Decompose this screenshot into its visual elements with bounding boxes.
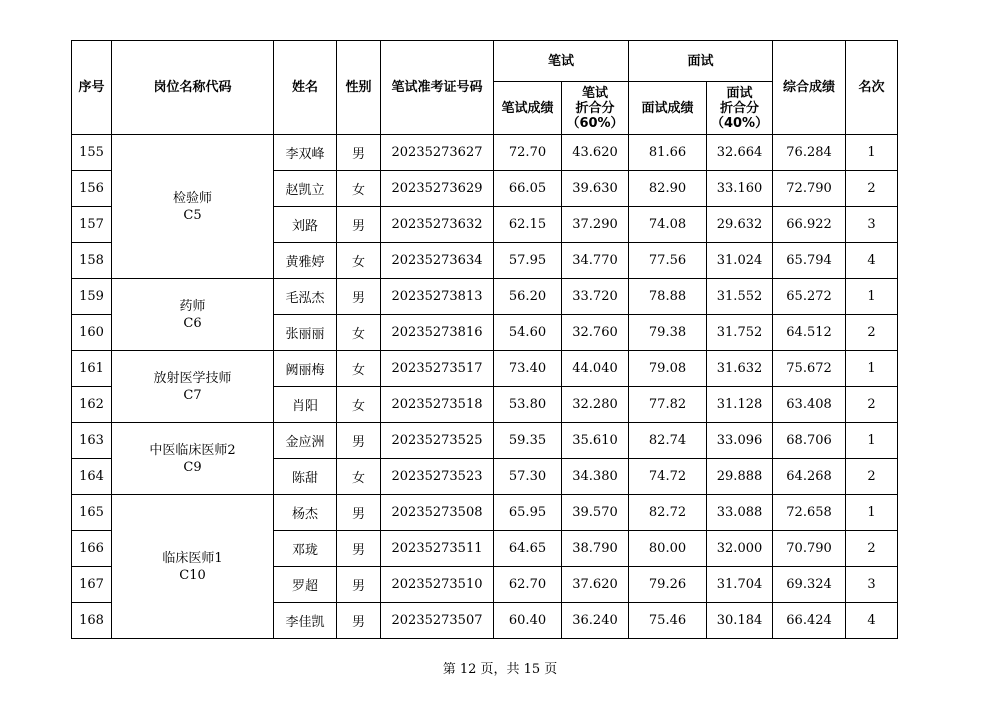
interview-weighted-cell: 32.000 [707, 531, 773, 567]
rank-cell: 2 [846, 459, 898, 495]
gender-cell: 男 [337, 135, 381, 171]
header-seq: 序号 [72, 41, 112, 135]
interview-score-cell: 75.46 [629, 603, 707, 639]
ticket-cell: 20235273813 [381, 279, 494, 315]
seq-cell: 157 [72, 207, 112, 243]
written-weighted-cell: 39.630 [562, 171, 629, 207]
rank-cell: 1 [846, 351, 898, 387]
written-score-cell: 72.70 [494, 135, 562, 171]
seq-cell: 166 [72, 531, 112, 567]
seq-cell: 155 [72, 135, 112, 171]
interview-score-cell: 79.38 [629, 315, 707, 351]
header-interview-weighted-line3: （40%） [710, 115, 769, 131]
total-cell: 72.790 [773, 171, 846, 207]
header-interview: 面试 [629, 41, 773, 82]
written-weighted-cell: 35.610 [562, 423, 629, 459]
table-row [72, 423, 898, 459]
interview-weighted-cell: 31.024 [707, 243, 773, 279]
total-cell: 64.268 [773, 459, 846, 495]
written-weighted-cell: 36.240 [562, 603, 629, 639]
post-cell [112, 351, 274, 423]
ticket-cell: 20235273523 [381, 459, 494, 495]
table-row [72, 351, 898, 387]
total-cell: 75.672 [773, 351, 846, 387]
rank-cell: 4 [846, 603, 898, 639]
written-weighted-cell: 37.290 [562, 207, 629, 243]
interview-weighted-cell: 33.096 [707, 423, 773, 459]
header-written-weighted [562, 82, 629, 135]
seq-cell: 164 [72, 459, 112, 495]
rank-cell: 3 [846, 207, 898, 243]
post-code: C6 [183, 315, 202, 331]
header-interview-weighted-line1: 面试 [726, 85, 753, 101]
interview-weighted-cell: 33.088 [707, 495, 773, 531]
written-weighted-cell: 32.760 [562, 315, 629, 351]
gender-cell: 男 [337, 207, 381, 243]
name-cell: 陈甜 [274, 459, 337, 495]
name-cell: 肖阳 [274, 387, 337, 423]
name-cell: 刘路 [274, 207, 337, 243]
interview-score-cell: 79.26 [629, 567, 707, 603]
post-cell [112, 495, 274, 639]
gender-cell: 女 [337, 171, 381, 207]
header-post: 岗位名称代码 [112, 41, 274, 135]
gender-cell: 女 [337, 315, 381, 351]
rank-cell: 1 [846, 135, 898, 171]
written-weighted-cell: 39.570 [562, 495, 629, 531]
post-name: 药师 [179, 298, 206, 314]
post-code: C9 [183, 459, 202, 475]
post-cell [112, 135, 274, 279]
gender-cell: 男 [337, 567, 381, 603]
gender-cell: 女 [337, 351, 381, 387]
written-weighted-cell: 34.380 [562, 459, 629, 495]
page-footer: 第 12 页，共 15 页 [442, 662, 558, 677]
table-row [72, 495, 898, 531]
ticket-cell: 20235273507 [381, 603, 494, 639]
ticket-cell: 20235273511 [381, 531, 494, 567]
name-cell: 金应洲 [274, 423, 337, 459]
written-weighted-cell: 44.040 [562, 351, 629, 387]
header-interview-weighted-line2: 折合分 [720, 100, 760, 116]
written-score-cell: 62.15 [494, 207, 562, 243]
rank-cell: 1 [846, 279, 898, 315]
post-cell [112, 279, 274, 351]
interview-weighted-cell: 31.128 [707, 387, 773, 423]
gender-cell: 男 [337, 603, 381, 639]
post-code: C7 [183, 387, 202, 403]
score-table [71, 40, 898, 639]
interview-score-cell: 74.08 [629, 207, 707, 243]
interview-score-cell: 74.72 [629, 459, 707, 495]
name-cell: 罗超 [274, 567, 337, 603]
interview-weighted-cell: 33.160 [707, 171, 773, 207]
interview-score-cell: 79.08 [629, 351, 707, 387]
rank-cell: 1 [846, 423, 898, 459]
interview-weighted-cell: 32.664 [707, 135, 773, 171]
header-written-score: 笔试成绩 [494, 82, 562, 135]
total-cell: 69.324 [773, 567, 846, 603]
interview-score-cell: 82.72 [629, 495, 707, 531]
ticket-cell: 20235273525 [381, 423, 494, 459]
written-score-cell: 64.65 [494, 531, 562, 567]
interview-score-cell: 82.90 [629, 171, 707, 207]
rank-cell: 4 [846, 243, 898, 279]
ticket-cell: 20235273508 [381, 495, 494, 531]
written-score-cell: 56.20 [494, 279, 562, 315]
total-cell: 65.794 [773, 243, 846, 279]
total-cell: 66.424 [773, 603, 846, 639]
interview-score-cell: 77.56 [629, 243, 707, 279]
gender-cell: 男 [337, 423, 381, 459]
seq-cell: 165 [72, 495, 112, 531]
written-score-cell: 54.60 [494, 315, 562, 351]
header-total: 综合成绩 [773, 41, 846, 135]
name-cell: 张丽丽 [274, 315, 337, 351]
table-row [72, 279, 898, 315]
total-cell: 66.922 [773, 207, 846, 243]
written-weighted-cell: 38.790 [562, 531, 629, 567]
name-cell: 赵凯立 [274, 171, 337, 207]
total-cell: 68.706 [773, 423, 846, 459]
post-name: 中医临床医师2 [149, 442, 236, 458]
interview-score-cell: 80.00 [629, 531, 707, 567]
gender-cell: 男 [337, 495, 381, 531]
total-cell: 70.790 [773, 531, 846, 567]
header-written-weighted-line2: 折合分 [575, 100, 615, 116]
written-score-cell: 57.95 [494, 243, 562, 279]
seq-cell: 160 [72, 315, 112, 351]
post-name: 检验师 [172, 190, 212, 206]
written-score-cell: 57.30 [494, 459, 562, 495]
seq-cell: 168 [72, 603, 112, 639]
gender-cell: 女 [337, 387, 381, 423]
header-name: 姓名 [274, 41, 337, 135]
header-gender: 性别 [337, 41, 381, 135]
header-interview-score: 面试成绩 [629, 82, 707, 135]
total-cell: 64.512 [773, 315, 846, 351]
rank-cell: 2 [846, 531, 898, 567]
total-cell: 63.408 [773, 387, 846, 423]
rank-cell: 2 [846, 315, 898, 351]
gender-cell: 女 [337, 243, 381, 279]
rank-cell: 2 [846, 171, 898, 207]
header-written-weighted-line3: （60%） [566, 115, 624, 131]
interview-weighted-cell: 31.552 [707, 279, 773, 315]
seq-cell: 159 [72, 279, 112, 315]
table-row [72, 135, 898, 171]
seq-cell: 163 [72, 423, 112, 459]
post-name: 临床医师1 [162, 550, 223, 566]
ticket-cell: 20235273816 [381, 315, 494, 351]
name-cell: 李双峰 [274, 135, 337, 171]
written-weighted-cell: 34.770 [562, 243, 629, 279]
written-score-cell: 59.35 [494, 423, 562, 459]
ticket-cell: 20235273517 [381, 351, 494, 387]
seq-cell: 167 [72, 567, 112, 603]
written-score-cell: 62.70 [494, 567, 562, 603]
name-cell: 李佳凯 [274, 603, 337, 639]
header-written-weighted-line1: 笔试 [582, 85, 609, 101]
header-rank: 名次 [846, 41, 898, 135]
seq-cell: 156 [72, 171, 112, 207]
post-code: C10 [179, 567, 206, 583]
gender-cell: 男 [337, 531, 381, 567]
post-name: 放射医学技师 [153, 370, 232, 386]
gender-cell: 女 [337, 459, 381, 495]
header-interview-weighted [707, 82, 773, 135]
post-code: C5 [183, 207, 202, 223]
total-cell: 76.284 [773, 135, 846, 171]
interview-weighted-cell: 31.704 [707, 567, 773, 603]
written-score-cell: 73.40 [494, 351, 562, 387]
interview-weighted-cell: 29.632 [707, 207, 773, 243]
seq-cell: 161 [72, 351, 112, 387]
header-ticket: 笔试准考证号码 [381, 41, 494, 135]
interview-score-cell: 82.74 [629, 423, 707, 459]
interview-weighted-cell: 31.632 [707, 351, 773, 387]
seq-cell: 162 [72, 387, 112, 423]
ticket-cell: 20235273510 [381, 567, 494, 603]
rank-cell: 3 [846, 567, 898, 603]
interview-score-cell: 81.66 [629, 135, 707, 171]
interview-score-cell: 77.82 [629, 387, 707, 423]
name-cell: 邓珑 [274, 531, 337, 567]
written-weighted-cell: 43.620 [562, 135, 629, 171]
seq-cell: 158 [72, 243, 112, 279]
gender-cell: 男 [337, 279, 381, 315]
header-written: 笔试 [494, 41, 629, 82]
name-cell: 黄雅婷 [274, 243, 337, 279]
interview-weighted-cell: 31.752 [707, 315, 773, 351]
written-score-cell: 66.05 [494, 171, 562, 207]
written-score-cell: 65.95 [494, 495, 562, 531]
interview-weighted-cell: 29.888 [707, 459, 773, 495]
rank-cell: 2 [846, 387, 898, 423]
written-score-cell: 53.80 [494, 387, 562, 423]
ticket-cell: 20235273634 [381, 243, 494, 279]
interview-score-cell: 78.88 [629, 279, 707, 315]
written-score-cell: 60.40 [494, 603, 562, 639]
written-weighted-cell: 37.620 [562, 567, 629, 603]
ticket-cell: 20235273632 [381, 207, 494, 243]
total-cell: 72.658 [773, 495, 846, 531]
name-cell: 毛泓杰 [274, 279, 337, 315]
written-weighted-cell: 33.720 [562, 279, 629, 315]
name-cell: 阙丽梅 [274, 351, 337, 387]
post-cell [112, 423, 274, 495]
written-weighted-cell: 32.280 [562, 387, 629, 423]
ticket-cell: 20235273629 [381, 171, 494, 207]
total-cell: 65.272 [773, 279, 846, 315]
interview-weighted-cell: 30.184 [707, 603, 773, 639]
ticket-cell: 20235273518 [381, 387, 494, 423]
ticket-cell: 20235273627 [381, 135, 494, 171]
rank-cell: 1 [846, 495, 898, 531]
name-cell: 杨杰 [274, 495, 337, 531]
